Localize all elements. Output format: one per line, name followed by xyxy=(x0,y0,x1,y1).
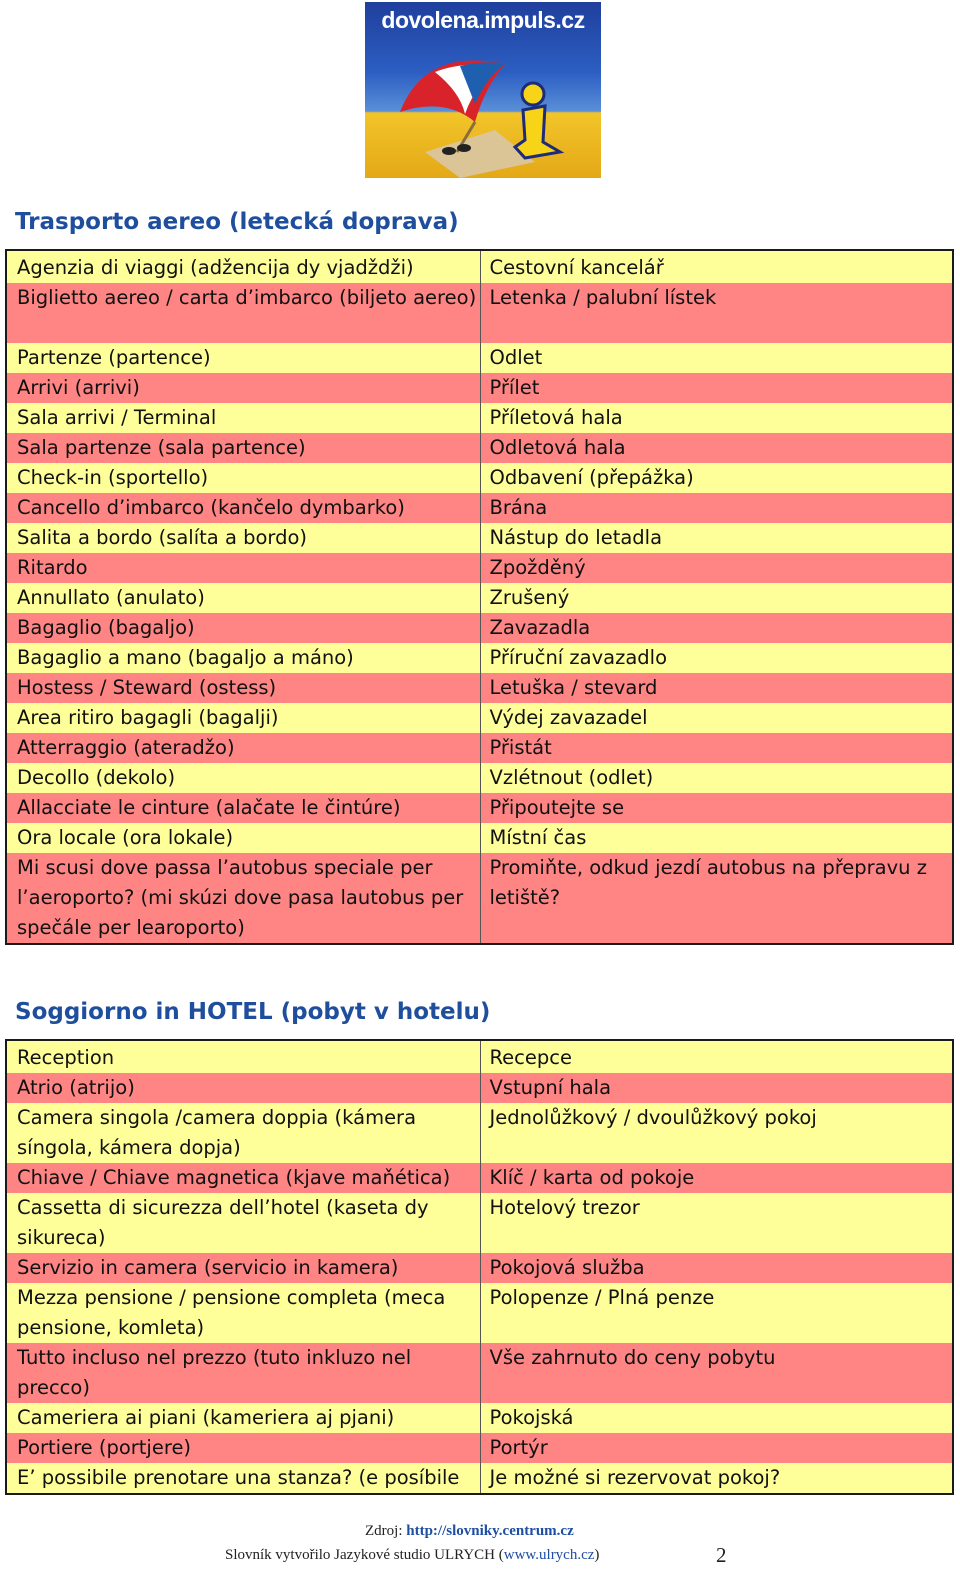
czech-term: Promiňte, odkud jezdí autobus na přepravu z letiště? xyxy=(480,853,953,944)
czech-term: Vstupní hala xyxy=(480,1073,953,1103)
table-row xyxy=(6,1193,953,1253)
czech-term: Pokojová služba xyxy=(480,1253,953,1283)
czech-term: Výdej zavazadel xyxy=(480,703,953,733)
czech-term: Letuška / stevard xyxy=(480,673,953,703)
table-row xyxy=(6,733,953,763)
czech-term: Hotelový trezor xyxy=(480,1193,953,1253)
credit-link[interactable]: www.ulrych.cz xyxy=(503,1547,595,1563)
table-row xyxy=(6,673,953,703)
czech-term: Je možné si rezervovat pokoj? xyxy=(480,1463,953,1494)
source-link[interactable]: http://slovniky.centrum.cz xyxy=(406,1523,574,1539)
czech-term: Vzlétnout (odlet) xyxy=(480,763,953,793)
italian-term: Cancello d’imbarco (kančelo dymbarko) xyxy=(6,493,480,523)
page-number: 2 xyxy=(716,1543,727,1567)
table-row xyxy=(6,1040,953,1073)
italian-term: Camera singola /camera doppia (kámera síngola, kámera dopja) xyxy=(6,1103,480,1163)
italian-term: Atterraggio (ateradžo) xyxy=(6,733,480,763)
czech-term: Pokojská xyxy=(480,1403,953,1433)
section-title-hotel: Soggiorno in HOTEL (pobyt v hotelu) xyxy=(15,999,491,1025)
table-row xyxy=(6,793,953,823)
table-row xyxy=(6,433,953,463)
table-row xyxy=(6,823,953,853)
table-row xyxy=(6,1103,953,1163)
italian-term: E’ possibile prenotare una stanza? (e posíbile xyxy=(6,1463,480,1494)
czech-term: Přílet xyxy=(480,373,953,403)
italian-term: Bagaglio (bagaljo) xyxy=(6,613,480,643)
czech-term: Odletová hala xyxy=(480,433,953,463)
table-row xyxy=(6,1463,953,1494)
czech-term: Příletová hala xyxy=(480,403,953,433)
czech-term: Odlet xyxy=(480,343,953,373)
table-row xyxy=(6,493,953,523)
czech-term: Odbavení (přepážka) xyxy=(480,463,953,493)
italian-term: Ritardo xyxy=(6,553,480,583)
czech-term: Portýr xyxy=(480,1433,953,1463)
italian-term: Area ritiro bagagli (bagalji) xyxy=(6,703,480,733)
italian-term: Allacciate le cinture (alačate le čintúre) xyxy=(6,793,480,823)
czech-term: Zavazadla xyxy=(480,613,953,643)
italian-term: Arrivi (arrivi) xyxy=(6,373,480,403)
italian-term: Sala arrivi / Terminal xyxy=(6,403,480,433)
table-row xyxy=(6,1253,953,1283)
italian-term: Tutto incluso nel prezzo (tuto inkluzo nel precco) xyxy=(6,1343,480,1403)
italian-term: Cameriera ai piani (kameriera aj pjani) xyxy=(6,1403,480,1433)
italian-term: Annullato (anulato) xyxy=(6,583,480,613)
italian-term: Mi scusi dove passa l’autobus speciale per l’aeroporto? (mi skúzi dove pasa lautobus per spečále per learoporto) xyxy=(6,853,480,944)
table-row xyxy=(6,1433,953,1463)
czech-term: Nástup do letadla xyxy=(480,523,953,553)
table-row xyxy=(6,1403,953,1433)
czech-term: Vše zahrnuto do ceny pobytu xyxy=(480,1343,953,1403)
table-row xyxy=(6,553,953,583)
italian-term: Ora locale (ora lokale) xyxy=(6,823,480,853)
vocab-table-hotel xyxy=(5,1039,954,1495)
table-row xyxy=(6,1163,953,1193)
italian-term: Biglietto aereo / carta d’imbarco (biljeto aereo) xyxy=(6,283,480,343)
italian-term: Partenze (partence) xyxy=(6,343,480,373)
italian-term: Check-in (sportello) xyxy=(6,463,480,493)
footer-source xyxy=(365,1523,574,1540)
table-row xyxy=(6,1343,953,1403)
czech-term: Přistát xyxy=(480,733,953,763)
czech-term: Brána xyxy=(480,493,953,523)
italian-term: Servizio in camera (servicio in kamera) xyxy=(6,1253,480,1283)
czech-term: Letenka / palubní lístek xyxy=(480,283,953,343)
table-row xyxy=(6,403,953,433)
table-row xyxy=(6,250,953,283)
czech-term: Příruční zavazadlo xyxy=(480,643,953,673)
italian-term: Reception xyxy=(6,1040,480,1073)
italian-term: Sala partenze (sala partence) xyxy=(6,433,480,463)
italian-term: Chiave / Chiave magnetica (kjave maňética) xyxy=(6,1163,480,1193)
italian-term: Hostess / Steward (ostess) xyxy=(6,673,480,703)
table-row xyxy=(6,853,953,944)
vocab-table-air-transport xyxy=(5,249,954,945)
table-row xyxy=(6,343,953,373)
czech-term: Zrušený xyxy=(480,583,953,613)
czech-term: Místní čas xyxy=(480,823,953,853)
italian-term: Portiere (portjere) xyxy=(6,1433,480,1463)
czech-term: Zpožděný xyxy=(480,553,953,583)
italian-term: Cassetta di sicurezza dell’hotel (kaseta dy sikureca) xyxy=(6,1193,480,1253)
table-row xyxy=(6,703,953,733)
section-title-air-transport: Trasporto aereo (letecká doprava) xyxy=(15,209,459,235)
table-row xyxy=(6,763,953,793)
table-row xyxy=(6,583,953,613)
czech-term: Recepce xyxy=(480,1040,953,1073)
table-row xyxy=(6,1283,953,1343)
logo-text: dovolena.impuls.cz xyxy=(381,7,585,33)
czech-term: Cestovní kancelář xyxy=(480,250,953,283)
italian-term: Bagaglio a mano (bagaljo a máno) xyxy=(6,643,480,673)
italian-term: Decollo (dekolo) xyxy=(6,763,480,793)
table-row xyxy=(6,463,953,493)
credit-prefix: Slovník vytvořilo Jazykové studio ULRYCH ( xyxy=(225,1547,504,1563)
italian-term: Atrio (atrijo) xyxy=(6,1073,480,1103)
czech-term: Polopenze / Plná penze xyxy=(480,1283,953,1343)
table-row xyxy=(6,1073,953,1103)
italian-term: Agenzia di viaggi (adžencija dy vjadždži) xyxy=(6,250,480,283)
italian-term: Salita a bordo (salíta a bordo) xyxy=(6,523,480,553)
table-row xyxy=(6,523,953,553)
table-row xyxy=(6,283,953,343)
table-row xyxy=(6,613,953,643)
credit-suffix: ) xyxy=(594,1547,600,1563)
czech-term: Klíč / karta od pokoje xyxy=(480,1163,953,1193)
czech-term: Připoutejte se xyxy=(480,793,953,823)
table-row xyxy=(6,373,953,403)
logo xyxy=(365,2,601,178)
source-label: Zdroj: xyxy=(365,1523,403,1539)
italian-term: Mezza pensione / pensione completa (meca pensione, komleta) xyxy=(6,1283,480,1343)
table-row xyxy=(6,643,953,673)
czech-term: Jednolůžkový / dvoulůžkový pokoj xyxy=(480,1103,953,1163)
footer-credit xyxy=(225,1547,599,1564)
